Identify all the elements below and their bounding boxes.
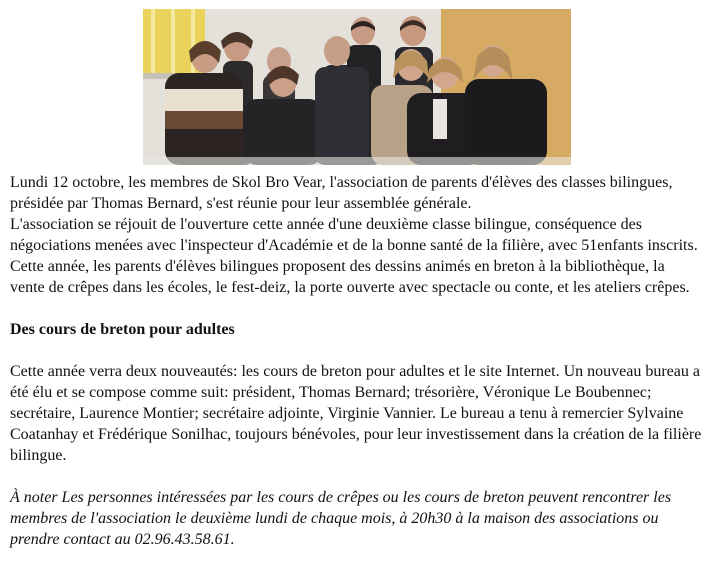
bureau-paragraph: Cette année verra deux nouveautés: les cours de breton pour adultes et le site Internet. Un nouveau bureau a été élu et se compose comme suit: président, Thomas Bernard; trésorière, Véronique Le Boubennec; secrétaire, Laurence Montier; secrétaire adjointe, Virginie Vannier. Le bureau a tenu à remercier Sylvaine Coatanhay et Frédérique Sonilhac, toujours bénévoles, pour leur investissement dans la création de la filière bilingue.	[10, 363, 702, 464]
group-photo	[143, 9, 571, 165]
note-paragraph: À noter Les personnes intéressées par les cours de crêpes ou les cours de breton peuvent rencontrer les membres de l'association le deuxième lundi de chaque mois, à 20h30 à la maison des associations ou prendre contact au 02.96.43.58.61.	[10, 489, 672, 548]
intro-paragraph: Lundi 12 octobre, les membres de Skol Bro Vear, l'association de parents d'élèves des classes bilingues, présidée par Thomas Bernard, s'est réunie pour leur assemblée générale.	[10, 174, 673, 212]
article-body	[10, 172, 702, 550]
group-photo-illustration	[143, 9, 571, 165]
association-paragraph: L'association se réjouit de l'ouverture cette année d'une deuxième classe bilingue, conséquence des négociations menées avec l'inspecteur d'Académie et de la bonne santé de la filière, avec 51enfants inscrits. Cette année, les parents d'élèves bilingues proposent des dessins animés en breton à la bibliothèque, la vente de crêpes dans les écoles, le fest-deiz, la porte ouverte avec spectacle ou conte, et les ateliers crêpes.	[10, 216, 698, 296]
section-heading: Des cours de breton pour adultes	[10, 321, 235, 338]
